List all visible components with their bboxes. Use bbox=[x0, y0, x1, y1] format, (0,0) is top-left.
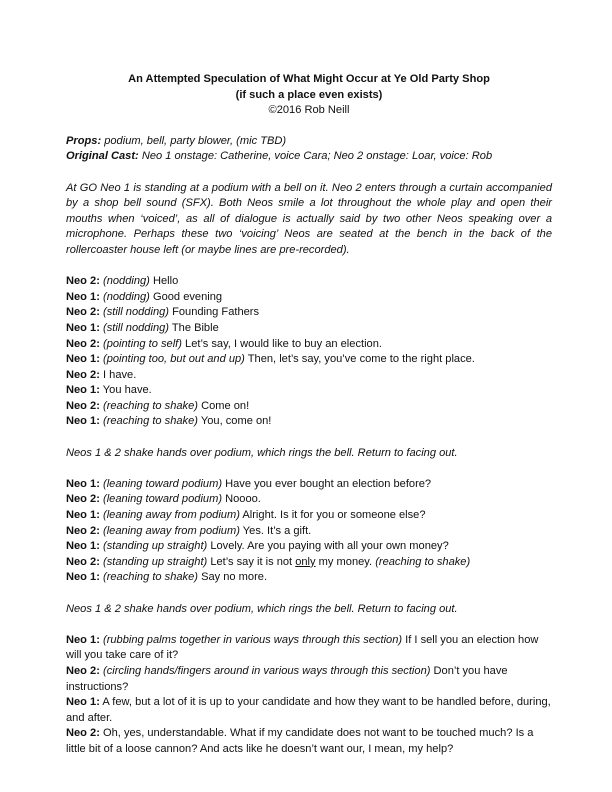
speaker: Neo 1: bbox=[66, 633, 100, 646]
speaker: Neo 1: bbox=[66, 415, 100, 428]
direction: (leaning toward podium) bbox=[103, 493, 223, 506]
speaker: Neo 1: bbox=[66, 477, 100, 490]
dialogue-line bbox=[66, 492, 552, 508]
line-text: You, come on! bbox=[200, 415, 272, 428]
dialogue-line bbox=[66, 524, 552, 540]
speaker: Neo 2: bbox=[66, 275, 100, 288]
dialogue-line bbox=[66, 664, 552, 695]
dialogue-line bbox=[66, 695, 552, 726]
dialogue-line bbox=[66, 305, 552, 321]
speaker: Neo 2: bbox=[66, 727, 100, 740]
dialogue-line bbox=[66, 321, 552, 337]
line-text: Yes. It’s a gift. bbox=[242, 524, 312, 537]
props-value: podium, bell, party blower, (mic TBD) bbox=[101, 134, 287, 147]
direction: (nodding) bbox=[103, 290, 150, 303]
play-title: An Attempted Speculation of What Might Occur at Ye Old Party Shop bbox=[128, 73, 490, 85]
direction: (reaching to shake) bbox=[103, 399, 198, 412]
speaker: Neo 1: bbox=[66, 353, 100, 366]
line-text: Good evening bbox=[152, 290, 223, 303]
stage-direction-1: Neos 1 & 2 shake hands over podium, which rings the bell. Return to facing out. bbox=[66, 446, 458, 459]
copyright-line: ©2016 Rob Neill bbox=[268, 104, 350, 117]
speaker: Neo 2: bbox=[66, 664, 100, 677]
dialogue-line bbox=[66, 383, 552, 399]
underlined-word: only bbox=[295, 555, 316, 568]
dialogue-line bbox=[66, 352, 552, 368]
direction: (reaching to shake) bbox=[103, 571, 198, 584]
line-text: Noooo. bbox=[225, 493, 261, 506]
speaker: Neo 1: bbox=[66, 290, 100, 303]
speaker: Neo 2: bbox=[66, 337, 100, 350]
play-subtitle: (if such a place even exists) bbox=[235, 88, 383, 101]
dialogue-line bbox=[66, 337, 552, 353]
line-text: Alright. Is it for you or someone else? bbox=[242, 509, 426, 522]
direction: (pointing too, but out and up) bbox=[103, 353, 245, 366]
dialogue-line bbox=[66, 633, 552, 664]
dialogue-line bbox=[66, 477, 552, 493]
speaker: Neo 2: bbox=[66, 493, 100, 506]
speaker: Neo 1: bbox=[66, 696, 100, 709]
dialogue-line bbox=[66, 539, 552, 555]
speaker: Neo 1: bbox=[66, 509, 100, 522]
direction: (leaning away from podium) bbox=[103, 524, 240, 537]
line-text: You have. bbox=[102, 384, 152, 397]
line-text: Come on! bbox=[201, 399, 250, 412]
direction: (reaching to shake) bbox=[103, 415, 198, 428]
dialogue-block-2 bbox=[66, 477, 552, 586]
cast-label: Original Cast: bbox=[66, 150, 139, 163]
direction: (nodding) bbox=[103, 275, 150, 288]
speaker: Neo 1: bbox=[66, 384, 100, 397]
line-text: Lovely. Are you paying with all your own money? bbox=[210, 540, 449, 553]
line-text: Oh, yes, understandable. What if my candidate does not want to be touched much? Is a little bit of a loose cannon? And acts like he doesn’t want our, I mean, my help? bbox=[66, 727, 534, 755]
speaker: Neo 2: bbox=[66, 368, 100, 381]
script-page bbox=[66, 72, 552, 758]
direction: (circling hands/fingers around in various ways through this section) bbox=[103, 664, 431, 677]
speaker: Neo 2: bbox=[66, 524, 100, 537]
speaker: Neo 1: bbox=[66, 571, 100, 584]
direction: (rubbing palms together in various ways through this section) bbox=[103, 633, 403, 646]
dialogue-line bbox=[66, 726, 552, 757]
line-text: I have. bbox=[103, 368, 137, 381]
line-text: Founding Fathers bbox=[172, 306, 260, 319]
speaker: Neo 2: bbox=[66, 555, 100, 568]
opening-stage-direction: At GO Neo 1 is standing at a podium with a bell on it. Neo 2 enters through a curtain accompanied by a shop bell sound (SFX). Both Neos smile a lot throughout the whole play and open their mouths when ‘voiced’, as all of dialogue is actually said by two other Neos speaking over a microphone. Perhaps these two ‘voicing’ Neos are seated at the bench in the back of the rollercoaster house left (or maybe lines are pre-recorded). bbox=[66, 181, 552, 256]
dialogue-line bbox=[66, 290, 552, 306]
line-text: my money. bbox=[318, 555, 373, 568]
line-text: Let’s say it is not bbox=[210, 555, 293, 568]
dialogue-line bbox=[66, 368, 552, 384]
cast-line bbox=[66, 149, 552, 165]
direction: (standing up straight) bbox=[103, 555, 208, 568]
speaker: Neo 2: bbox=[66, 399, 100, 412]
direction: (still nodding) bbox=[103, 306, 169, 319]
line-text: A few, but a lot of it is up to your candidate and how they want to be handled before, during, and after. bbox=[66, 696, 551, 724]
line-text: Let’s say, I would like to buy an election. bbox=[185, 337, 382, 350]
dialogue-line bbox=[66, 555, 552, 571]
line-text: Then, let’s say, you’ve come to the right place. bbox=[247, 353, 475, 366]
speaker: Neo 1: bbox=[66, 321, 100, 334]
dialogue-block-1 bbox=[66, 274, 552, 430]
line-text: Say no more. bbox=[201, 571, 268, 584]
direction: (standing up straight) bbox=[103, 540, 208, 553]
props-label: Props: bbox=[66, 134, 102, 147]
dialogue-line bbox=[66, 508, 552, 524]
props-line bbox=[66, 134, 552, 150]
direction: (leaning away from podium) bbox=[103, 509, 240, 522]
line-text: If I sell you an election how will you take care of it? bbox=[66, 633, 539, 662]
direction: (leaning toward podium) bbox=[103, 477, 223, 490]
stage-direction-2: Neos 1 & 2 shake hands over podium, which rings the bell. Return to facing out. bbox=[66, 602, 458, 615]
line-text: Have you ever bought an election before? bbox=[225, 477, 432, 490]
dialogue-line bbox=[66, 570, 552, 586]
dialogue-line bbox=[66, 414, 552, 430]
line-text: The Bible bbox=[171, 321, 219, 334]
direction: (pointing to self) bbox=[103, 337, 182, 350]
speaker: Neo 1: bbox=[66, 540, 100, 553]
dialogue-block-3 bbox=[66, 633, 552, 758]
dialogue-line bbox=[66, 274, 552, 290]
dialogue-line bbox=[66, 399, 552, 415]
line-text: Hello bbox=[152, 275, 179, 288]
cast-value: Neo 1 onstage: Catherine, voice Cara; Neo 2 onstage: Loar, voice: Rob bbox=[138, 150, 493, 163]
line-text: Don’t you have instructions? bbox=[66, 664, 508, 693]
direction: (reaching to shake) bbox=[375, 555, 471, 568]
title-block bbox=[66, 72, 552, 119]
direction: (still nodding) bbox=[103, 321, 169, 334]
speaker: Neo 2: bbox=[66, 306, 100, 319]
